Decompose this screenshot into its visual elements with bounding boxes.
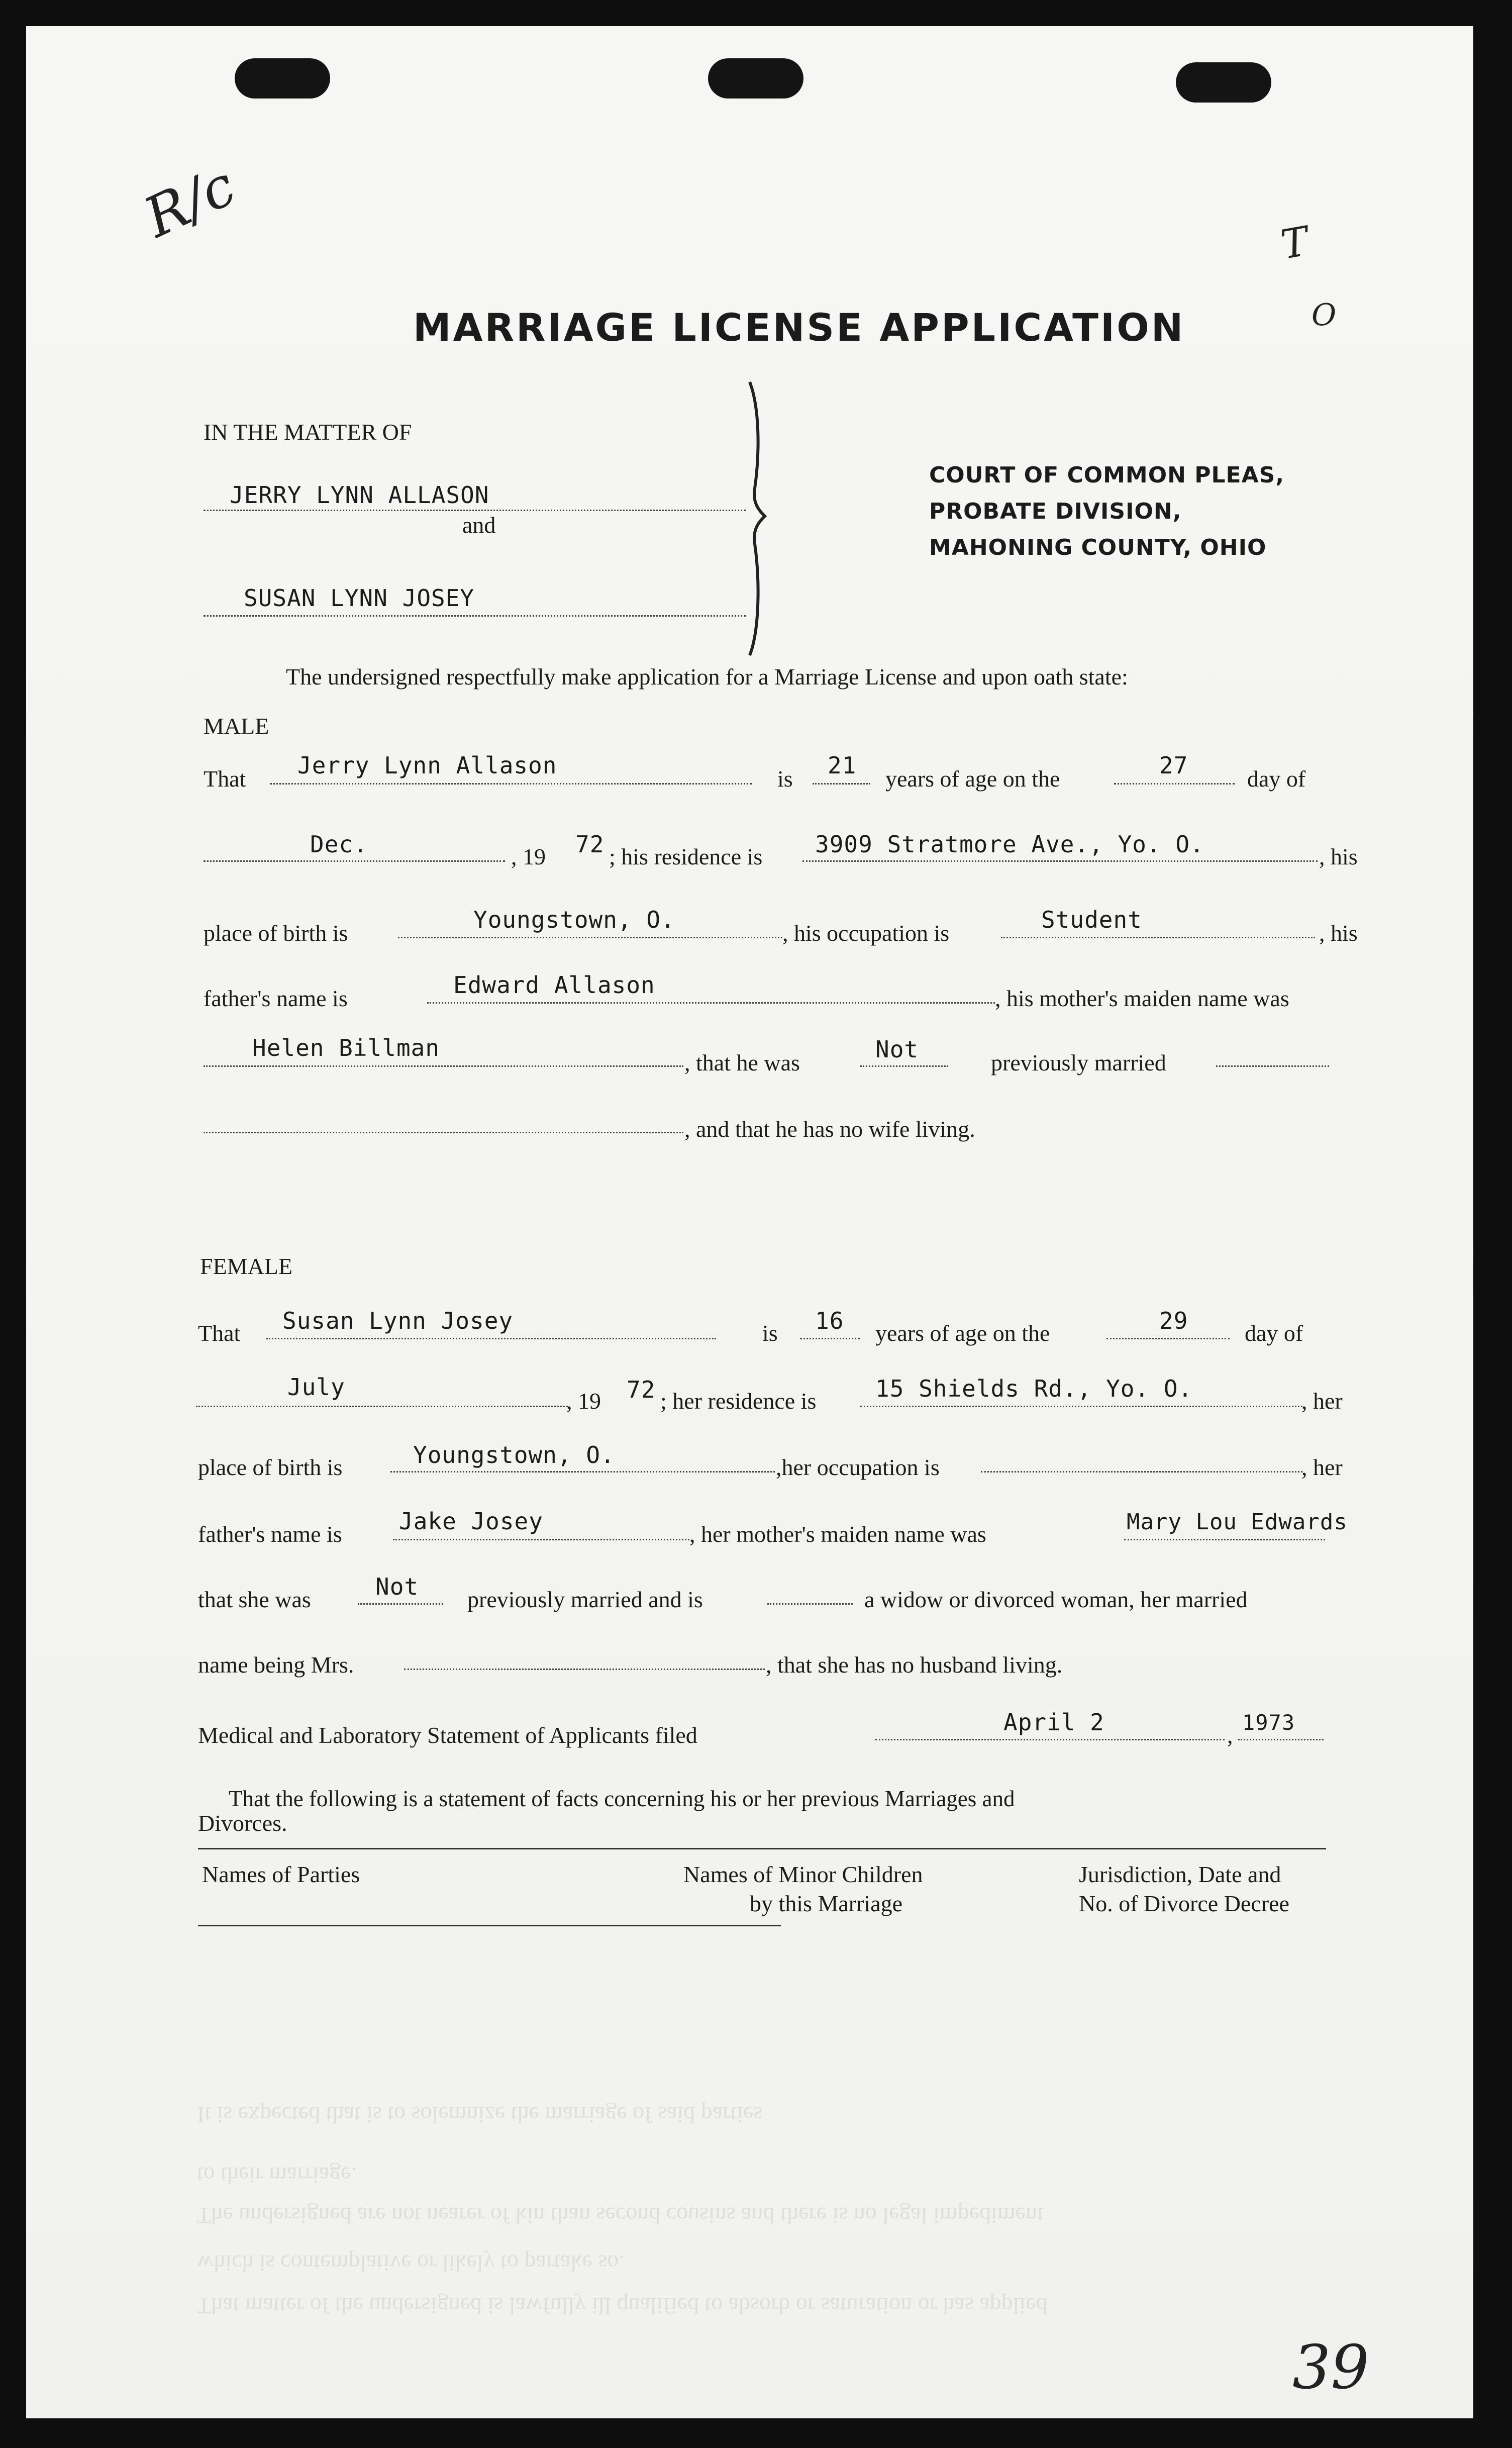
margin-initials: R/c xyxy=(135,153,245,250)
field-line xyxy=(860,1406,1302,1407)
matter-brace xyxy=(735,378,775,659)
label-that-he-was: , that he was xyxy=(684,1050,800,1075)
field-line xyxy=(1216,1065,1329,1067)
label-years-of-age: years of age on the xyxy=(875,1320,1050,1346)
label-is: is xyxy=(762,1320,778,1346)
bleed-through-line: which is contemplative or likely to partake so. xyxy=(197,2250,625,2276)
corner-mark-secondary: O xyxy=(1312,298,1337,333)
form-title: MARRIAGE LICENSE APPLICATION xyxy=(413,305,1185,350)
bleed-through-line: It is expected that is to solemnize the marriage of said parties xyxy=(197,2102,763,2128)
field-line xyxy=(204,1065,683,1067)
table-header-rule xyxy=(198,1925,781,1926)
document-page xyxy=(26,26,1473,2418)
male-previously-married-field: Not xyxy=(875,1036,919,1063)
field-line xyxy=(1114,783,1235,785)
field-line xyxy=(981,1471,1302,1473)
label-her-mothers-maiden-name: , her mother's maiden name was xyxy=(689,1521,986,1547)
label-fathers-name: father's name is xyxy=(204,986,348,1011)
column-header-jurisdiction: Jurisdiction, Date and xyxy=(1079,1862,1281,1887)
label-day-of: day of xyxy=(1247,766,1306,792)
female-birthday-month-field: July xyxy=(287,1374,345,1401)
female-previously-married-field: Not xyxy=(375,1573,419,1600)
female-mother-maiden-name-field: Mary Lou Edwards xyxy=(1127,1509,1348,1535)
and-label: and xyxy=(462,512,496,538)
column-header-names-of-parties: Names of Parties xyxy=(202,1862,360,1887)
female-applicant-name: SUSAN LYNN JOSEY xyxy=(244,584,475,612)
field-line xyxy=(1106,1338,1230,1339)
female-section-heading: FEMALE xyxy=(200,1253,292,1279)
page-number: 39 xyxy=(1292,2333,1369,2403)
male-father-name-field: Edward Allason xyxy=(453,971,655,999)
field-line xyxy=(196,1406,568,1407)
field-line xyxy=(860,1065,948,1067)
label-no-husband-living: , that she has no husband living. xyxy=(766,1652,1063,1678)
punch-hole-left xyxy=(235,58,330,99)
column-header-minor-children-sub: by this Marriage xyxy=(750,1891,903,1916)
label-is: is xyxy=(777,766,793,792)
label-his-residence: ; his residence is xyxy=(609,844,763,869)
field-line xyxy=(875,1739,1225,1740)
label-name-being-mrs: name being Mrs. xyxy=(198,1652,354,1678)
field-line xyxy=(1238,1739,1324,1740)
bleed-through-line: That matter of the undersigned is lawfully ill qualified to absorb or saturation or has applied xyxy=(197,2293,1048,2319)
field-line xyxy=(800,1338,860,1339)
label-his: , his xyxy=(1319,920,1358,946)
male-applicant-line xyxy=(204,510,746,511)
in-the-matter-label: IN THE MATTER OF xyxy=(204,419,412,445)
female-applicant-line xyxy=(204,615,746,617)
court-division: PROBATE DIVISION, xyxy=(929,499,1182,524)
female-father-name-field: Jake Josey xyxy=(399,1508,543,1535)
male-mother-maiden-name-field: Helen Billman xyxy=(252,1034,440,1061)
label-his: , his xyxy=(1319,844,1358,869)
label-that-she-was: that she was xyxy=(198,1587,311,1612)
female-birthday-day-field: 29 xyxy=(1159,1307,1188,1334)
label-no-wife-living: , and that he has no wife living. xyxy=(684,1116,975,1142)
punch-hole-center xyxy=(708,58,803,99)
male-place-of-birth-field: Youngstown, O. xyxy=(473,906,675,933)
oath-statement: The undersigned respectfully make application for a Marriage License and upon oath state: xyxy=(286,664,1128,690)
label-years-of-age: years of age on the xyxy=(885,766,1060,792)
label-previously-married: previously married xyxy=(991,1050,1166,1075)
label-his-occupation: , his occupation is xyxy=(782,920,950,946)
punch-hole-right xyxy=(1176,62,1271,103)
column-header-minor-children: Names of Minor Children xyxy=(683,1862,923,1887)
field-line xyxy=(266,1338,716,1339)
label-her: , her xyxy=(1301,1388,1343,1414)
corner-mark: T xyxy=(1277,218,1313,268)
previous-marriages-statement-line2: Divorces. xyxy=(198,1810,287,1836)
field-line xyxy=(802,860,1318,862)
label-comma: , xyxy=(1227,1722,1233,1748)
field-line xyxy=(390,1471,775,1473)
field-line xyxy=(393,1539,689,1540)
field-line xyxy=(398,937,782,938)
label-place-of-birth: place of birth is xyxy=(204,920,348,946)
label-19: , 19 xyxy=(566,1388,601,1414)
label-his-mothers-maiden-name: , his mother's maiden name was xyxy=(995,986,1289,1011)
label-widow-divorced: a widow or divorced woman, her married xyxy=(864,1587,1248,1612)
label-previously-married-and-is: previously married and is xyxy=(467,1587,703,1612)
field-line xyxy=(404,1669,765,1670)
bleed-through-line: The undersigned are not nearer of kin than second cousins and there is no legal impediment xyxy=(197,2203,1044,2228)
field-line xyxy=(1001,937,1315,938)
table-top-rule xyxy=(198,1848,1326,1849)
label-that: That xyxy=(204,766,246,792)
label-day-of: day of xyxy=(1245,1320,1303,1346)
column-header-jurisdiction-sub: No. of Divorce Decree xyxy=(1079,1891,1289,1916)
field-line xyxy=(1124,1539,1325,1540)
label-her: , her xyxy=(1301,1454,1343,1480)
female-name-field: Susan Lynn Josey xyxy=(282,1307,514,1334)
bleed-through-line: to their marriage. xyxy=(197,2163,357,2188)
male-occupation-field: Student xyxy=(1041,906,1142,933)
label-her-residence: ; her residence is xyxy=(660,1388,817,1414)
male-applicant-name: JERRY LYNN ALLASON xyxy=(230,481,489,509)
field-line xyxy=(767,1603,853,1605)
female-residence-field: 15 Shields Rd., Yo. O. xyxy=(875,1375,1193,1402)
label-fathers-name: father's name is xyxy=(198,1521,342,1547)
court-name: COURT OF COMMON PLEAS, xyxy=(929,462,1285,488)
male-residence-field: 3909 Stratmore Ave., Yo. O. xyxy=(815,831,1204,858)
female-age-field: 16 xyxy=(815,1307,844,1334)
label-that: That xyxy=(198,1320,241,1346)
label-19: , 19 xyxy=(511,844,546,869)
male-section-heading: MALE xyxy=(204,713,269,739)
court-county: MAHONING COUNTY, OHIO xyxy=(929,535,1267,560)
male-birthday-month-field: Dec. xyxy=(310,831,368,858)
field-line xyxy=(427,1002,995,1004)
field-line xyxy=(204,860,505,862)
female-birth-year-field: 72 xyxy=(627,1376,656,1403)
label-her-occupation: ,her occupation is xyxy=(776,1454,940,1480)
label-place-of-birth: place of birth is xyxy=(198,1454,343,1480)
medical-filed-year-field: 1973 xyxy=(1242,1710,1295,1735)
male-birthday-day-field: 27 xyxy=(1159,752,1188,779)
label-medical-statement: Medical and Laboratory Statement of Applicants filed xyxy=(198,1722,697,1748)
previous-marriages-statement-line1: That the following is a statement of facts concerning his or her previous Marriages and xyxy=(229,1786,1015,1811)
field-line xyxy=(204,1132,683,1133)
male-name-field: Jerry Lynn Allason xyxy=(297,752,557,779)
female-place-of-birth-field: Youngstown, O. xyxy=(413,1441,615,1468)
field-line xyxy=(270,783,752,785)
male-age-field: 21 xyxy=(828,752,857,779)
medical-filed-date-field: April 2 xyxy=(1003,1709,1104,1736)
field-line xyxy=(358,1603,443,1605)
field-line xyxy=(813,783,870,785)
male-birth-year-field: 72 xyxy=(575,831,604,858)
